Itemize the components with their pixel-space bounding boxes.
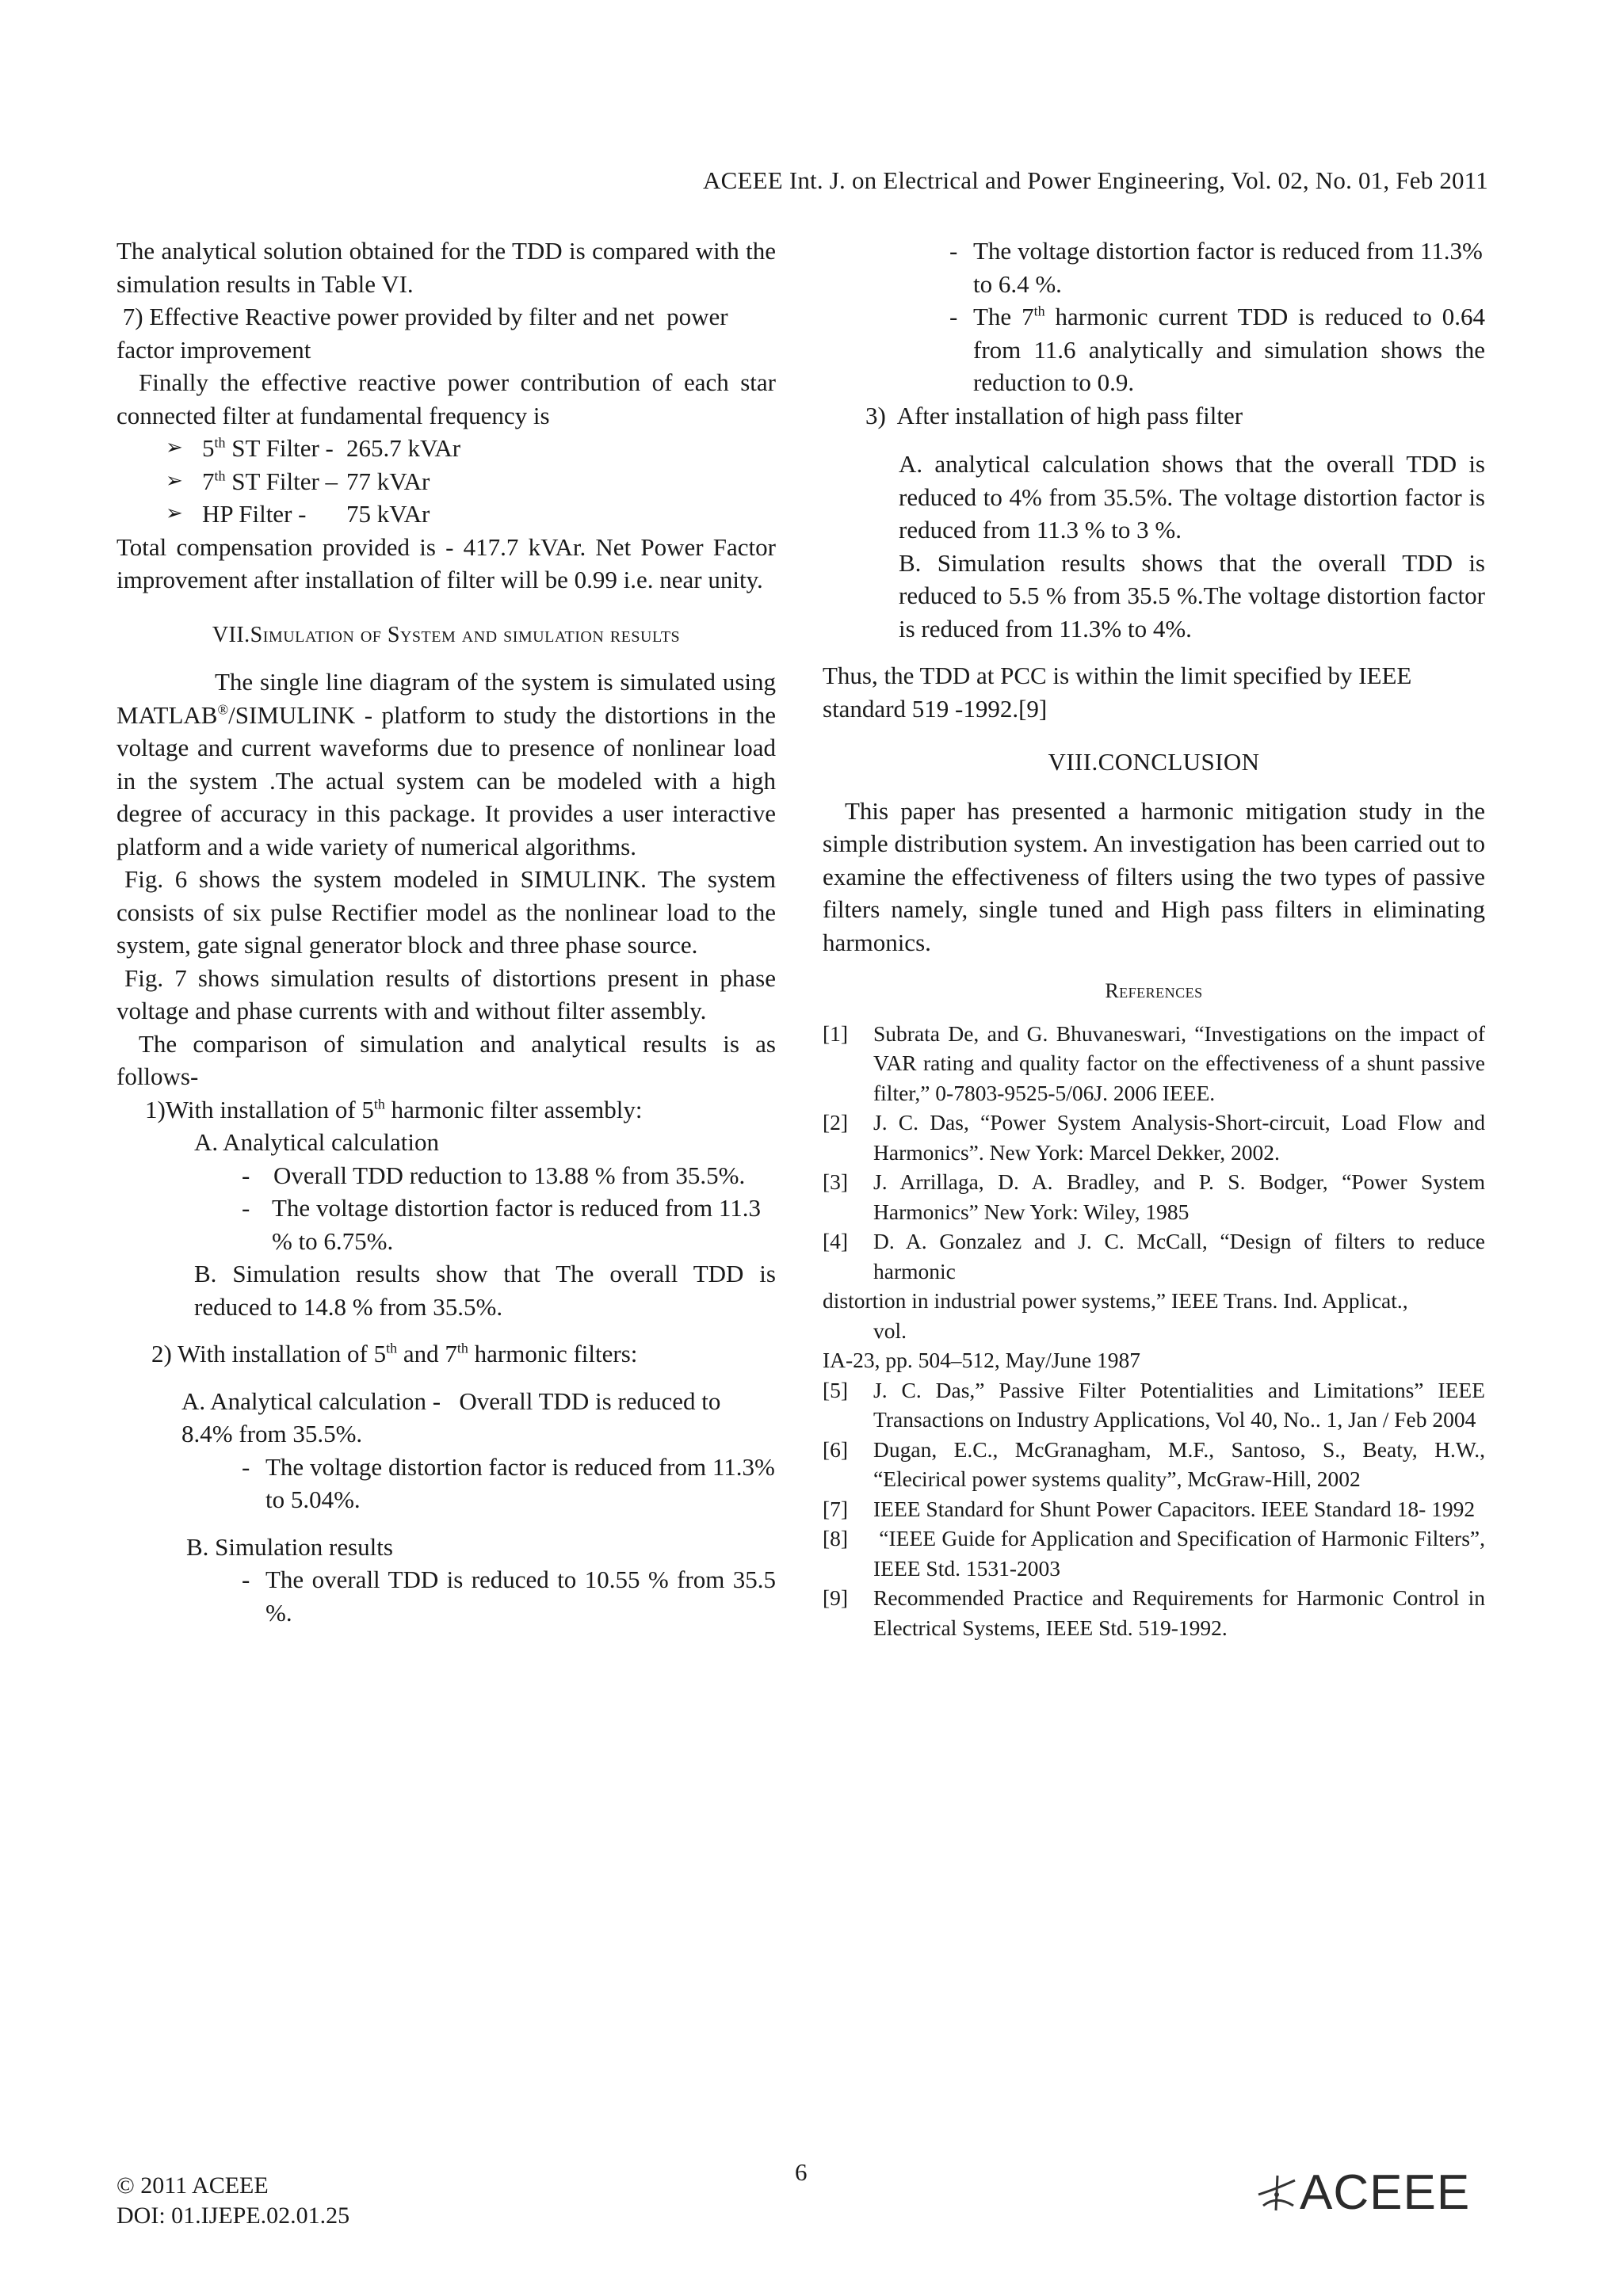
list-item: A. analytical calculation shows that the overall TDD is reduced to 4% from 35.5%. The voltage distortion factor is reduced from 11.3 % to 3 %. — [899, 450, 1485, 543]
arrow-bullet-icon: ➢ — [166, 436, 183, 460]
list-item: 1)With installation of 5th harmonic filter assembly: — [145, 1095, 643, 1123]
page-number: 6 — [795, 2158, 808, 2186]
reference-item: [2] J. C. Das, “Power System Analysis-Short-circuit, Load Flow and Harmonics”. New York: Marcel Dekker, 2002. — [823, 1110, 1485, 1165]
list-item: B. Simulation results show that The overall TDD is reduced to 14.8 % from 35.5%. — [194, 1260, 776, 1321]
footer-info — [116, 2171, 349, 2231]
reference-item: [1] Subrata De, and G. Bhuvaneswari, “Investigations on the impact of VAR rating and quality factor on the effectiveness of a shunt passive filter,” 0-7803-9525-5/06J. 2006 IEEE. — [823, 1020, 1485, 1105]
reference-item: [4] D. A. Gonzalez and J. C. McCall, “Design of filters to reduce harmonic — [823, 1229, 1485, 1283]
list-item: 3) After installation of high pass filter — [865, 401, 1243, 429]
paragraph: Fig. 7 shows simulation results of distortions present in phase voltage and phase currents with and without filter assembly. — [116, 963, 776, 1024]
section-title: VII.Simulation of System and simulation results — [212, 622, 681, 647]
copyright: © 2011 ACEEE — [116, 2172, 269, 2199]
arrow-bullet-icon: ➢ — [166, 502, 183, 525]
subsection-heading: 7) Effective Reactive power provided by filter and net power factor improvement — [116, 303, 735, 364]
reference-item: [3] J. Arrillaga, D. A. Bradley, and P. S. Bodger, “Power System Harmonics” New York: Wiley, 1985 — [823, 1169, 1485, 1224]
reference-continuation: IA-23, pp. 504–512, May/June 1987 — [823, 1348, 1141, 1372]
journal-header: ACEEE Int. J. on Electrical and Power Engineering, Vol. 02, No. 01, Feb 2011 — [703, 166, 1488, 194]
list-item — [166, 498, 776, 531]
star-swoosh-icon — [1254, 2171, 1300, 2215]
arrow-bullet-icon: ➢ — [166, 468, 183, 493]
list-item: - The voltage distortion factor is reduced from 11.3% to 5.04%. — [242, 1452, 775, 1513]
reference-continuation: vol. — [873, 1318, 907, 1343]
list-item — [166, 432, 776, 465]
list-item: - The overall TDD is reduced to 10.55 % from 35.5 %. — [242, 1566, 776, 1627]
paragraph: The analytical solution obtained for the TDD is compared with the simulation results in Table VI. — [116, 237, 776, 298]
doi: DOI: 01.IJEPE.02.01.25 — [116, 2203, 350, 2229]
list-item: B. Simulation results — [186, 1532, 393, 1561]
paragraph: Fig. 6 shows the system modeled in SIMULINK. The system consists of six pulse Rectifier model as the nonlinear load to the system, gate signal generator block and three phase source. — [116, 865, 776, 959]
reference-item: [9] Recommended Practice and Requirements for Harmonic Control in Electrical Systems, IEEE Std. 519-1992. — [823, 1585, 1485, 1640]
reference-continuation: distortion in industrial power systems,” IEEE Trans. Ind. Applicat., — [823, 1288, 1408, 1313]
reference-item: [8] “IEEE Guide for Application and Specification of Harmonic Filters”, IEEE Std. 1531-2003 — [823, 1526, 1491, 1581]
references-title: References — [1105, 979, 1203, 1002]
reference-item: [6] Dugan, E.C., McGranagham, M.F., Santoso, S., Beaty, H.W., “Elecirical power systems quality”, McGraw-Hill, 2002 — [823, 1436, 1485, 1491]
list-item — [166, 465, 776, 498]
references-list — [823, 1019, 1491, 1643]
aceee-logo — [1254, 2164, 1470, 2221]
paragraph: Total compensation provided is - 417.7 kVAr. Net Power Factor improvement after installation of filter will be 0.99 i.e. near unity. — [116, 532, 776, 593]
filter-value: 75 kVAr — [346, 500, 430, 528]
right-column — [823, 235, 1491, 1642]
logo-text: ACEEE — [1300, 2165, 1471, 2220]
reference-item: [7] IEEE Standard for Shunt Power Capacitors. IEEE Standard 18- 1992 — [823, 1496, 1476, 1521]
filter-name: 5th ST Filter - — [202, 434, 334, 462]
reference-item: [5] J. C. Das,” Passive Filter Potentialities and Limitations” IEEE Transactions on Industry Applications, Vol 40, No.. 1, Jan / Feb 2004 — [823, 1377, 1485, 1432]
list-item: 2) With installation of 5th and 7th harmonic filters: — [151, 1340, 638, 1367]
list-item: A. Analytical calculation — [194, 1128, 440, 1156]
paragraph: The comparison of simulation and analytical results is as follows- — [116, 1029, 776, 1090]
paragraph: This paper has presented a harmonic mitigation study in the simple distribution system. An investigation has been carried out to examine the effectiveness of filters using the two types of passive filters namely, single tuned and High pass filters in eliminating harmonics. — [823, 796, 1485, 956]
left-column — [116, 235, 776, 1629]
list-item: A. Analytical calculation - Overall TDD is reduced to 8.4% from 35.5%. — [181, 1386, 727, 1447]
paragraph: Finally the effective reactive power contribution of each star connected filter at fundamental frequency is — [116, 368, 776, 429]
list-item: B. Simulation results shows that the overall TDD is reduced to 5.5 % from 35.5 %.The voltage distortion factor is reduced from 11.3% to 4%. — [899, 548, 1485, 643]
filter-value: 77 kVAr — [346, 467, 430, 495]
filter-list — [116, 432, 776, 531]
list-item: - The voltage distortion factor is reduced from 11.3 % to 6.75%. — [242, 1194, 761, 1255]
filter-name: 7th ST Filter – — [202, 467, 338, 495]
filter-name: HP Filter - — [202, 500, 307, 528]
list-item: - The voltage distortion factor is reduced from 11.3% to 6.4 %. — [949, 237, 1483, 298]
list-item: - The 7th harmonic current TDD is reduced to 0.64 from 11.6 analytically and simulation shows the reduction to 0.9. — [949, 303, 1485, 396]
list-item: - Overall TDD reduction to 13.88 % from 35.5%. — [242, 1161, 746, 1189]
filter-value: 265.7 kVAr — [346, 434, 461, 462]
section-title: VIII.CONCLUSION — [1048, 748, 1260, 776]
paragraph: Thus, the TDD at PCC is within the limit specified by IEEE standard 519 -1992.[9] — [823, 662, 1412, 723]
paragraph: The single line diagram of the system is simulated using MATLAB®/SIMULINK - platform to study the distortions in the voltage and current waveforms due to presence of nonlinear load in the system .The actual system can be modeled with a high degree of accuracy in this package. It provides a user interactive platform and a wide variety of numerical algorithms. — [116, 668, 776, 860]
